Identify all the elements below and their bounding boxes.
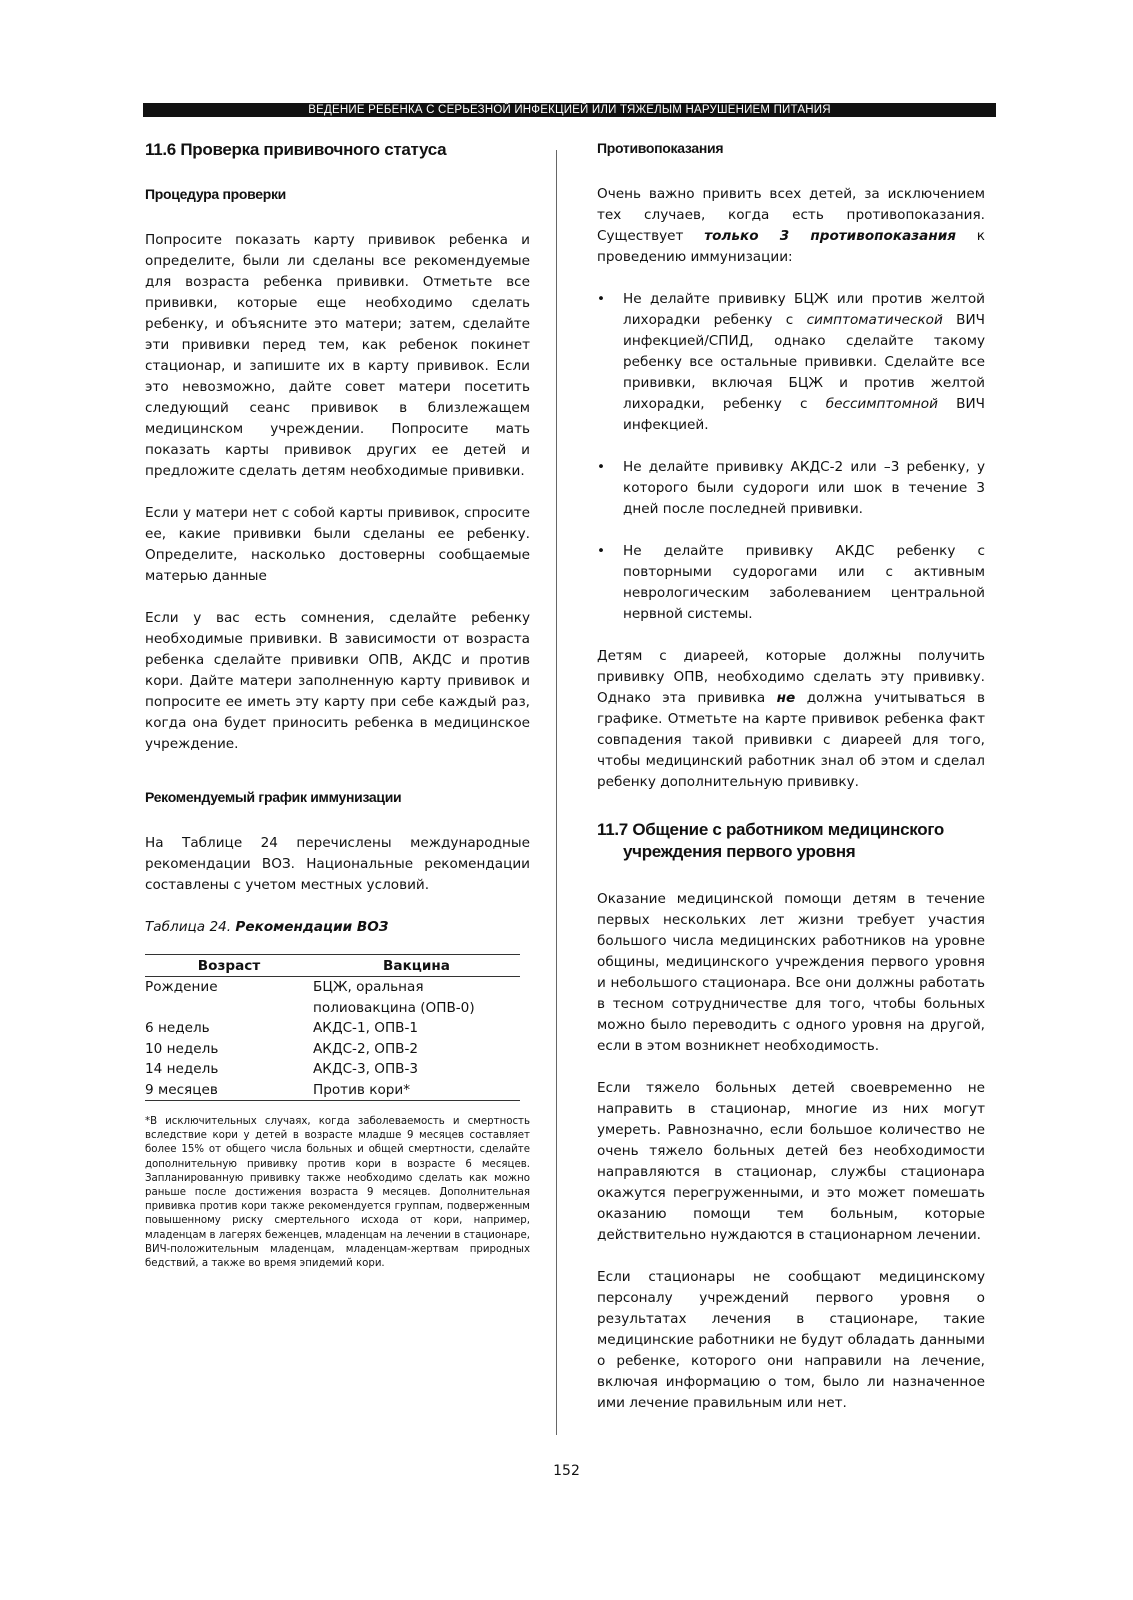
table-row <box>145 1059 520 1080</box>
table-cell: БЦЖ, оральная полиовакцина (ОПВ-0) <box>313 979 475 1016</box>
table-cell: АКДС-1, ОПВ-1 <box>313 1020 419 1036</box>
text-run: ВИЧ инфекцией/СПИД, однако сделайте такому ребенку все остальные прививки. Сделайте все прививки, включая БЦЖ и против желтой лихорадки, ребенку с <box>623 312 985 412</box>
text-run: к проведению иммунизации: <box>597 228 985 265</box>
text-run: Детям с диареей, которые должны получить прививку ОПВ, необходимо сделать эту прививку. Однако эта прививка <box>597 648 985 706</box>
text-run: должна учитываться в графике. Отметьте на карте прививок ребенка факт совпадения такой прививки с диареей для того, чтобы медицинский работник знал об этом и сделал ребенку дополнительную прививку. <box>597 690 985 790</box>
text-run: Не делайте прививку БЦЖ или против желтой лихорадки ребенку с <box>623 291 985 328</box>
contraindications-list <box>597 289 985 625</box>
procedure-heading: Процедура проверки <box>145 186 286 202</box>
table-header-row <box>145 955 520 977</box>
column-header: Возраст <box>145 955 313 977</box>
contraindications-heading: Противопоказания <box>597 140 724 156</box>
right-column <box>597 140 985 1435</box>
table-cell: 10 недель <box>145 1040 219 1057</box>
table-cell: Против кори* <box>313 1080 520 1101</box>
table-row <box>145 977 520 1019</box>
table-cell: 6 недель <box>145 1020 210 1036</box>
paragraph <box>597 184 985 268</box>
table-footnote: *В исключительных случаях, когда заболеваемость и смертность вследствие кори у детей в возрасте младше 9 месяцев составляет более 15% от общего числа больных и общей смертности, сделайте дополнительную прививку против кори в возрасте 6 месяцев. Запланированную прививку также необходимо сделать как можно раньше после достижения возраста 9 месяцев. Дополнительная прививка против кори также рекомендуется группам, подверженным повышенному риску смертельного исхода от кори, например, младенцам в лагерях беженцев, младенцам на лечении в стационаре, ВИЧ-положительным младенцам, младенцам-жертвам природных бедствий, а также во время эпидемий кори. <box>145 1116 530 1270</box>
list-item <box>597 457 985 520</box>
table-cell: Рождение <box>145 979 218 995</box>
list-item <box>597 289 985 436</box>
paragraph: Если стационары не сообщают медицинскому персоналу учреждений первого уровня о результатах лечения в стационаре, такие медицинские работники не будут обладать данными о ребенке, которого они направили на лечение, включая информацию о том, было ли назначенное ими лечение правильным или нет. <box>597 1269 985 1411</box>
emphasis: только 3 противопоказания <box>704 228 956 244</box>
table-cell: АКДС-3, ОПВ-3 <box>313 1061 419 1077</box>
bullet-icon: • <box>597 543 606 559</box>
title-line: учреждения первого уровня <box>623 842 856 861</box>
list-item <box>597 541 985 625</box>
section-title-11-6: 11.6 Проверка прививочного статуса <box>145 140 447 159</box>
bullet-icon: • <box>597 291 606 307</box>
immunization-table <box>145 954 520 1101</box>
section-title-11-7 <box>597 819 985 863</box>
text-run: Не делайте прививку АКДС ребенку с повторными судорогами или с активным неврологическим заболеванием центральной нервной системы. <box>623 543 985 622</box>
paragraph: Если у матери нет с собой карты прививок, спросите ее, какие прививки были сделаны ее ребенку. Определите, насколько достоверны сообщаемые матерью данные <box>145 505 530 584</box>
table-cell: 9 месяцев <box>145 1080 313 1101</box>
bullet-icon: • <box>597 459 606 475</box>
left-column <box>145 140 530 1271</box>
column-divider <box>556 150 557 1435</box>
table-cell: 14 недель <box>145 1061 219 1077</box>
table-row <box>145 1039 520 1060</box>
emphasis: симптоматической <box>806 312 943 328</box>
schedule-heading: Рекомендуемый график иммунизации <box>145 789 402 805</box>
paragraph: Если у вас есть сомнения, сделайте ребенку необходимые прививки. В зависимости от возраста ребенка сделайте прививки ОПВ, АКДС и против кори. Дайте матери заполненную карту прививок и попросите ее иметь эту карту при себе каждый раз, когда она будет приносить ребенка в медицинское учреждение. <box>145 610 530 752</box>
text-run: Не делайте прививку АКДС-2 или –3 ребенку, у которого были судороги или шок в течение 3 дней после последней прививки. <box>623 459 985 517</box>
table-caption <box>145 917 530 938</box>
text-run: ВИЧ инфекцией. <box>623 396 985 433</box>
column-header: Вакцина <box>313 955 520 977</box>
table-caption-prefix: Таблица 24. <box>145 919 232 935</box>
paragraph: Попросите показать карту прививок ребенка и определите, были ли сделаны все рекомендуемые для возраста ребенка прививки. Отметьте все прививки, которые еще необходимо сделать ребенку, и объясните это матери; затем, сделайте эти прививки перед тем, как ребенок покинет стационар, и запишите их в карту прививок. Если это невозможно, дайте совет матери посетить следующий сеанс прививок в близлежащем медицинском учреждении. Попросите мать показать карты прививок других ее детей и предложите сделать детям необходимые прививки. <box>145 232 530 479</box>
emphasis: не <box>776 690 796 706</box>
page-number: 152 <box>553 1463 580 1479</box>
paragraph <box>597 646 985 793</box>
table-caption-title: Рекомендации ВОЗ <box>235 919 389 935</box>
table-cell: АКДС-2, ОПВ-2 <box>313 1040 419 1057</box>
paragraph: На Таблице 24 перечислены международные рекомендации ВОЗ. Национальные рекомендации составлены с учетом местных условий. <box>145 835 530 893</box>
text-run: Очень важно привить всех детей, за исключением тех случаев, когда есть противопоказания. Существует <box>597 186 985 244</box>
emphasis: бессимптомной <box>825 396 938 412</box>
title-line: 11.7 Общение с работником медицинского <box>597 820 944 839</box>
running-header: ВЕДЕНИЕ РЕБЕНКА С СЕРЬЕЗНОЙ ИНФЕКЦИЕЙ ИЛИ ТЯЖЕЛЫМ НАРУШЕНИЕМ ПИТАНИЯ <box>143 103 996 117</box>
paragraph: Оказание медицинской помощи детям в течение первых нескольких лет жизни требует участия большого числа медицинских работников на уровне общины, медицинского учреждения первого уровня и небольшого стационара. Все они должны работать в тесном сотрудничестве для того, чтобы больных можно было переводить с одного уровня на другой, если в этом возникнет необходимость. <box>597 891 985 1054</box>
table-row <box>145 1018 520 1039</box>
paragraph: Если тяжело больных детей своевременно не направить в стационар, многие из них могут умереть. Равнозначно, если большое количество не очень тяжело больных детей без необходимости направляются в стационар, службы стационара окажутся перегруженными, и это может помешать оказанию помощи тем больным, которые действительно нуждаются в стационарном лечении. <box>597 1080 985 1243</box>
table-row <box>145 1080 520 1101</box>
